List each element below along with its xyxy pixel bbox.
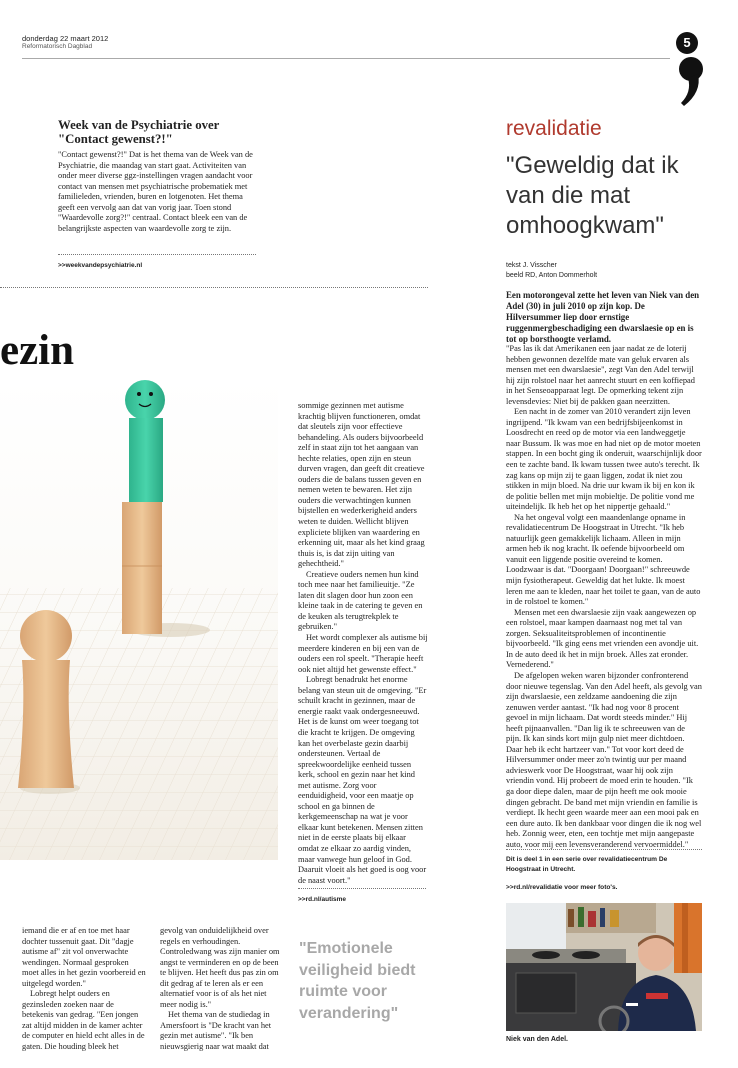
reval-credit-text: tekst J. Visscher — [506, 262, 557, 269]
reval-credit-photo: beeld RD, Anton Dommerholt — [506, 272, 598, 279]
gezin-left-paragraph: iemand die er af en toe met haar dochter tussenuit gaat. Dit "dagje autisme af" zit vol onverwachte wendingen. Normaal gesproken moet alles in het gezin voorbereid en uitgelegd worden." — [22, 926, 146, 988]
comma-logo-icon — [676, 56, 706, 108]
reval-series-note: Dit is deel 1 in een serie over revalidatiecentrum De Hoogstraat in Utrecht. — [506, 856, 668, 873]
gezin-mid-paragraph: Het wordt complexer als autisme bij meerdere kinderen en bij een van de ouders een rol speelt. "Therapie heeft ook niet altijd het gewenste effect." — [298, 633, 428, 674]
photo-caption: Niek van den Adel. — [506, 1036, 568, 1043]
gezin-column-left — [22, 926, 146, 1053]
gezin-divider — [298, 888, 426, 889]
section-divider — [0, 287, 428, 288]
reval-paragraph: Een nacht in de zomer van 2010 verandert zijn leven ingrijpend. "Ik kwam van een bedrijfsbijeenkomst in Loosdrecht en reed op de motor via een landweggetje naar Bussum. Ik was moe en had niet op de motor moeten stappen. In een bocht ging ik onderuit, waarschijnlijk door een te zachte band. Ik kwam tussen twee auto's terecht. Ik zag kans op mijn zij te gaan liggen, zodat ik niet zou stikken in mijn bloed. Na drie uur kwam ik bij en kon ik de politie bellen met mijn mobieltje. De politie vond me uiteindelijk. Ik heb het op het nippertje gehaald." — [506, 407, 702, 512]
psych-divider — [58, 254, 256, 255]
reval-divider — [506, 849, 702, 850]
gezin-pull-quote: "Emotionele veiligheid biedt ruimte voor verandering" — [299, 940, 416, 1022]
header-rule — [22, 58, 670, 59]
gezin-second-paragraph: gevolg van onduidelijkheid over regels en verhoudingen. Controledwang was zijn manier om angst te verminderen en op de been te blijven. Het heeft dus pas zin om dit gedrag af te leren als er een alternatief voor is of als het niet meer nodig is." — [160, 926, 280, 1009]
page-number-badge: 5 — [676, 32, 698, 54]
reval-kicker: revalidatie — [506, 117, 602, 140]
header-date: donderdag 22 maart 2012 — [22, 34, 109, 43]
reval-body — [506, 344, 702, 850]
reval-link[interactable]: >>rd.nl/revalidatie voor meer foto's. — [506, 884, 618, 891]
gezin-link[interactable]: >>rd.nl/autisme — [298, 896, 347, 903]
psych-title: Week van de Psychiatrie over "Contact gewenst?!" — [58, 118, 220, 146]
gezin-left-paragraph: Lobregt helpt ouders en gezinsleden zoeken naar de betekenis van gedrag. "Een jongen zat altijd midden in de kamer achter de computer en hield echt alles in de gaten. Die houding bleek het — [22, 989, 145, 1052]
reval-paragraph: De afgelopen weken waren bijzonder confronterend door nieuwe tegenslag. Van den Adel heeft, als gevolg van zijn dwarslaesie, een zeldzame aandoening die zijn zenuwen verder aantast. "Ik had nog voor 8 procent gevoel in mijn lichaam. Dat wordt steeds minder." Hij heeft pijnaanvallen. "Dan lig ik te schreeuwen van de pijn. Ik kan sinds kort mijn gulp niet meer dichtdoen. Daar heb ik echt hartzeer van." Tot voor kort deed de Hilversummer onder meer zo'n twintig uur per maand advieswerk voor De Hoogstraat, waar hij ook zijn vriendin vond. Hij probeert de moed erin te houden. "Ik ga door diepe dalen, maar de pijn heeft me ook mooie dingen gebracht. De band met mijn vriendin en familie is verdiept. Ik hecht geen waarde meer aan een mooi pak en een dure auto. Ik ben dankbaar voor dingen die ik nog wel heb. Zonnig weer, eten, een tochtje met mijn aangepaste auto, voor mij een levensveranderend vervoermiddel." — [506, 670, 702, 849]
gezin-headline: ezin — [0, 327, 75, 374]
gezin-second-paragraph: Het thema van de studiedag in Amersfoort is "De kracht van het gezin met autisme". "Ik ben nieuwsgierig naar wat maakt dat — [160, 1010, 272, 1052]
psych-link[interactable]: >>weekvandepsychiatrie.nl — [58, 262, 143, 269]
psych-body: "Contact gewenst?!" Dat is het thema van de Week van de Psychiatrie, die maandag van start gaat. Activiteiten van onder meer diverse ggz-instellingen vragen aandacht voor contact van mensen met psychiatrische probematiek met familieleden, vrienden, buren en lotgenoten. Het thema geeft een vervolg aan dat van vorig jaar. Toen stond "Waardevolle zorg?!" centraal. Contact bleek een van de belangrijkste aspecten van waardevolle zorg te zijn. — [58, 150, 253, 233]
gezin-mid-paragraph: sommige gezinnen met autisme krachtig blijven functioneren, omdat dat sleutels zijn voor effectieve behandeling. Als ouders bijvoorbeeld zelf in staat zijn tot het aangaan van hechte relaties, open zijn en steun durven vragen, dan geeft dit creatieve ouders die de balans tussen geven en nemen weten te bewaren. Het zijn ouders die verwachtingen kunnen bijstellen en wederkerigheid anders weten te duiden. Wellicht blijven expliciete blijken van waardering en erkenning uit, maar als het kind graag thuis is, is dat zijn uiting van gehechtheid." — [298, 401, 425, 569]
header-paper-name: Reformatorisch Dagblad — [22, 43, 93, 50]
gezin-mid-paragraph: Lobregt benadrukt het enorme belang van steun uit de omgeving. "Er schuilt kracht in gezinnen, maar de energie raakt vaak ondergesneeuwd. Het is de kunst om weer toegang tot die kracht te krijgen. De omgeving kan het overbelaste gezin daarbij ondersteunen. Vertaal de spreekwoordelijke eenheid tussen kerk, school en gezin naar het kind met autisme. Zorg voor eenduidigheid, voor een maatje op school en ga binnen de kerkgemeenschap na wat je voor elkaar kunt betekenen. Mensen zitten niet in de eerste plaats bij elkaar omdat ze elkaar zo aardig vinden, maar vanwege hun geloof in God. Daaruit vloeit als het goed is oog voor de naast voort." — [298, 675, 427, 885]
reval-paragraph: Na het ongeval volgt een maandenlange opname in revalidatiecentrum De Hoogstraat in Utrecht. "Ik heb natuurlijk geen gemakkelijk lichaam. Alleen in mijn armen heb ik nog kracht. Ik oefende bijvoorbeeld om vanuit een liggende positie overeind te komen. Loodzwaar is dat. "Doorgaan! Doorgaan!" schreeuwde mijn fysiotherapeut. Geweldig dat het lukte. Ik moest leren me aan te kleden, naar het toilet te gaan, van de auto in de rolstoel te komen." — [506, 512, 701, 607]
reval-intro: Een motorongeval zette het leven van Niek van den Adel (30) in juli 2010 op zijn kop. De Hilversummer liep door ernstige ruggenmergbeschadiging een dwarslaesie op en is tot op borsthoogte verlamd. — [506, 290, 700, 344]
pegs-photo — [0, 378, 278, 860]
reval-headline: "Geweldig dat ik van die mat omhoogkwam" — [506, 152, 679, 239]
gezin-mid-paragraph: Creatieve ouders nemen hun kind toch mee naar het familieuitje. "Ze laten dit slagen door hun zoon een kleine taak in de catering te geven en de keuken als terugtrekplek te gebruiken." — [298, 569, 423, 632]
gezin-column-second — [160, 926, 284, 1053]
reval-paragraph: Mensen met een dwarslaesie zijn vaak aangewezen op een rolstoel, maar kampen daarnaast nog met tal van zorgen. Seksualiteitsproblemen of incontinentie bijvoorbeeld. "Ik ging eens met vrienden een avondje uit. In de auto deed ik het in mijn broek. Alles zat eronder. Vernederend." — [506, 607, 699, 670]
gezin-column-middle — [298, 401, 428, 886]
niek-photo — [506, 903, 702, 1031]
reval-paragraph: "Pas las ik dat Amerikanen een jaar nadat ze de loterij hebben gewonnen dezelfde mate van geluk ervaren als mensen met een dwarslaesie", zegt Van den Adel terwijl hij zijn rolstoel naar het aanrecht stuurt en een koffiepad in het Senseoapparaat legt. De opmerking tekent zijn levensdevies: Niet bij de pakken gaan neerzitten. — [506, 344, 695, 406]
